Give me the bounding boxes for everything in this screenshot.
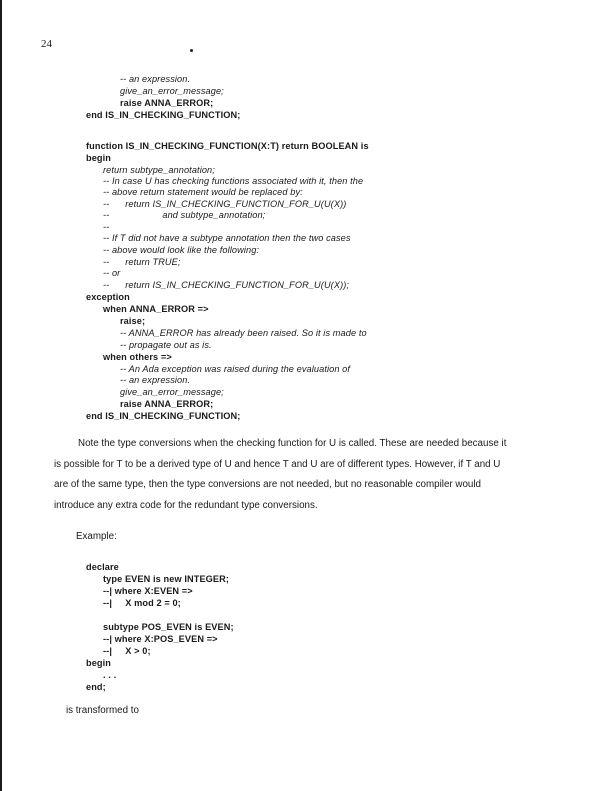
page-number: 24	[41, 38, 52, 50]
paragraph-line: are of the same type, then the type conversions are not needed, but no reasonable compiler would	[54, 479, 481, 490]
paragraph-line: introduce any extra code for the redundant type conversions.	[54, 499, 318, 511]
code-line: -- an expression.	[120, 74, 191, 84]
code-line: when ANNA_ERROR =>	[103, 304, 209, 314]
code-line: begin	[86, 153, 111, 163]
code-line: -- return IS_IN_CHECKING_FUNCTION_FOR_U(U(X));	[103, 280, 350, 290]
code-line: -- and subtype_annotation;	[103, 210, 266, 220]
code-line: --	[103, 222, 110, 232]
code-line: raise ANNA_ERROR;	[120, 98, 214, 108]
closing-text: is transformed to	[66, 705, 139, 716]
page-left-edge	[0, 0, 2, 791]
code-line: -- return TRUE;	[103, 257, 181, 267]
paragraph-line: Note the type conversions when the checking function for U is called. These are needed because it	[78, 438, 507, 449]
code-line: subtype POS_EVEN is EVEN;	[103, 622, 234, 632]
code-line: --| where X:EVEN =>	[103, 586, 193, 596]
code-line: return subtype_annotation;	[103, 165, 215, 175]
code-line: when others =>	[103, 352, 172, 362]
code-line: --| X mod 2 = 0;	[103, 598, 181, 608]
code-line: end IS_IN_CHECKING_FUNCTION;	[86, 411, 241, 421]
paragraph-line: is possible for T to be a derived type of U and hence T and U are of different types. However, if T and U	[54, 458, 501, 470]
code-line: -- ANNA_ERROR has already been raised. So it is made to	[120, 328, 367, 338]
code-line: -- If T did not have a subtype annotation then the two cases	[103, 233, 351, 243]
code-line: -- propagate out as is.	[120, 340, 212, 350]
code-line: -- an expression.	[120, 375, 191, 385]
code-line: end IS_IN_CHECKING_FUNCTION;	[86, 110, 241, 120]
code-line: --| X > 0;	[103, 646, 151, 656]
code-line: exception	[86, 292, 130, 302]
body-paragraph	[54, 434, 590, 516]
code-line: -- or	[103, 268, 121, 278]
code-line: -- above return statement would be replaced by:	[103, 187, 303, 197]
code-line: . . .	[103, 670, 117, 680]
code-line: -- In case U has checking functions associated with it, then the	[103, 176, 364, 186]
code-line: -- above would look like the following:	[103, 245, 260, 255]
code-line: raise ANNA_ERROR;	[120, 399, 214, 409]
example-label: Example:	[76, 531, 117, 542]
code-line: function IS_IN_CHECKING_FUNCTION(X:T) return BOOLEAN is	[86, 141, 369, 151]
code-line: declare	[86, 562, 119, 572]
code-line: -- An Ada exception was raised during the evaluation of	[120, 364, 351, 374]
speck	[190, 49, 193, 52]
code-line: give_an_error_message;	[120, 86, 224, 96]
code-line: raise;	[120, 316, 146, 326]
code-line: type EVEN is new INTEGER;	[103, 574, 230, 584]
code-line: end;	[86, 682, 106, 692]
code-line: begin	[86, 658, 111, 668]
code-line: -- return IS_IN_CHECKING_FUNCTION_FOR_U(U(X))	[103, 199, 347, 209]
code-line: give_an_error_message;	[120, 387, 224, 397]
code-line: --| where X:POS_EVEN =>	[103, 634, 218, 644]
